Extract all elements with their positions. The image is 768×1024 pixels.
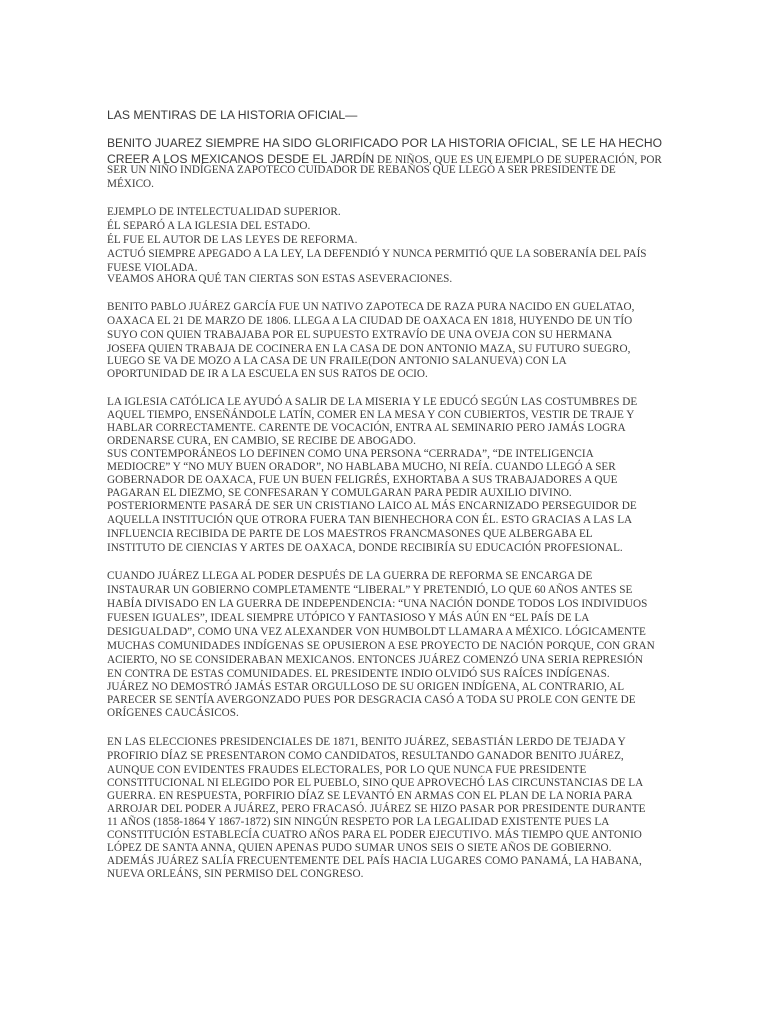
paragraph-line: GOBERNADOR DE OAXACA, FUE UN BUEN FELIGRÉS, EXHORTABA A SUS TRABAJADORES A QUE — [107, 474, 618, 486]
paragraph-line: ACTUÓ SIEMPRE APEGADO A LA LEY, LA DEFENDIÓ Y NUNCA PERMITIÓ QUE LA SOBERANÍA DEL PAÍS — [107, 248, 647, 260]
paragraph-line: FUESE VIOLADA. — [107, 262, 198, 274]
paragraph-line: ADEMÁS JUÁREZ SALÍA FRECUENTEMENTE DEL PAÍS HACIA LUGARES COMO PANAMÁ, LA HABANA, — [107, 855, 642, 867]
paragraph-line: BENITO PABLO JUÁREZ GARCÍA FUE UN NATIVO ZAPOTECA DE RAZA PURA NACIDO EN GUELATAO, — [107, 301, 635, 313]
paragraph-line: GUERRA. EN RESPUESTA, PORFIRIO DÍAZ SE LEVANTÓ EN ARMAS CON EL PLAN DE LA NORIA PARA — [107, 790, 633, 802]
paragraph-line: JUÁREZ NO DEMOSTRÓ JAMÁS ESTAR ORGULLOSO DE SU ORIGEN INDÍGENA, AL CONTRARIO, AL — [107, 681, 625, 693]
paragraph-line: HABÍA DIVISADO EN LA GUERRA DE INDEPENDENCIA: “UNA NACIÓN DONDE TODOS LOS INDIVIDUOS — [107, 598, 648, 610]
paragraph-line: ORÍGENES CAUCÁSICOS. — [107, 707, 239, 719]
paragraph-line: NUEVA ORLEÁNS, SIN PERMISO DEL CONGRESO. — [107, 868, 364, 880]
document-title: LAS MENTIRAS DE LA HISTORIA OFICIAL— — [107, 108, 358, 122]
intro-line-serif-part: DE NIÑOS, QUE ES UN EJEMPLO DE SUPERACIÓN, POR — [374, 154, 662, 166]
paragraph-line: AQUEL TIEMPO, ENSEÑÁNDOLE LATÍN, COMER EN LA MESA Y CON CUBIERTOS, VESTIR DE TRAJE Y — [107, 409, 635, 421]
paragraph-line: LÓPEZ DE SANTA ANNA, QUIEN APENAS PUDO SUMAR UNOS SEIS O SIETE AÑOS DE GOBIERNO. — [107, 842, 612, 854]
paragraph-line: VEAMOS AHORA QUÉ TAN CIERTAS SON ESTAS ASEVERACIONES. — [107, 273, 453, 285]
paragraph-line: DESIGUALDAD”, COMO UNA VEZ ALEXANDER VON HUMBOLDT LLAMARA A MÉXICO. LÓGICAMENTE — [107, 626, 646, 638]
paragraph-line: INFLUENCIA RECIBIDA DE PARTE DE LOS MAESTROS FRANCMASONES QUE ALBERGABA EL — [107, 528, 593, 540]
paragraph-line: PROFIRIO DÍAZ SE PRESENTARON COMO CANDIDATOS, RESULTANDO GANADOR BENITO JUÁREZ, — [107, 750, 624, 762]
paragraph-line: ARROJAR DEL PODER A JUÁREZ, PERO FRACASÓ. JUÁREZ SE HIZO PASAR POR PRESIDENTE DURANTE — [107, 803, 646, 815]
paragraph-line: INSTITUTO DE CIENCIAS Y ARTES DE OAXACA, DONDE RECIBIRÍA SU EDUCACIÓN PROFESIONAL. — [107, 542, 623, 554]
paragraph-line: ÉL FUE EL AUTOR DE LAS LEYES DE REFORMA. — [107, 234, 358, 246]
paragraph-line: CUANDO JUÁREZ LLEGA AL PODER DESPUÉS DE LA GUERRA DE REFORMA SE ENCARGA DE — [107, 570, 593, 582]
paragraph-line: ACIERTO, NO SE CONSIDERABAN MEXICANOS. ENTONCES JUÁREZ COMENZÓ UNA SERIA REPRESIÓN — [107, 654, 643, 666]
paragraph-line: ÉL SEPARÓ A LA IGLESIA DEL ESTADO. — [107, 220, 311, 232]
paragraph-line: SUYO CON QUIEN TRABAJABA POR EL SUPUESTO EXTRAVÍO DE UNA OVEJA CON SU HERMANA — [107, 329, 613, 341]
paragraph-line: POSTERIORMENTE PASARÁ DE SER UN CRISTIANO LAICO AL MÁS ENCARNIZADO PERSEGUIDOR DE — [107, 500, 637, 512]
intro-line: SER UN NIÑO INDÍGENA ZAPOTECO CUIDADOR DE REBAÑOS QUE LLEGÓ A SER PRESIDENTE DE — [107, 164, 616, 176]
paragraph-line: LUEGO SE VA DE MOZO A LA CASA DE UN FRAILE(DON ANTONIO SALANUEVA) CON LA — [107, 355, 567, 367]
paragraph-line: MUCHAS COMUNIDADES INDÍGENAS SE OPUSIERON A ESE PROYECTO DE NACIÓN PORQUE, CON GRAN — [107, 640, 655, 652]
paragraph-line: SUS CONTEMPORÁNEOS LO DEFINEN COMO UNA PERSONA “CERRADA”, “DE INTELIGENCIA — [107, 448, 594, 460]
paragraph-line: EN LAS ELECCIONES PRESIDENCIALES DE 1871, BENITO JUÁREZ, SEBASTIÁN LERDO DE TEJADA Y — [107, 736, 626, 748]
paragraph-line: AQUELLA INSTITUCIÓN QUE OTRORA FUERA TAN BIENHECHORA CON ÉL. ESTO GRACIAS A LAS LA — [107, 514, 633, 526]
paragraph-line: LA IGLESIA CATÓLICA LE AYUDÓ A SALIR DE LA MISERIA Y LE EDUCÓ SEGÚN LAS COSTUMBRES DE — [107, 396, 638, 408]
paragraph-line: OAXACA EL 21 DE MARZO DE 1806. LLEGA A LA CIUDAD DE OAXACA EN 1818, HUYENDO DE UN TÍO — [107, 315, 633, 327]
paragraph-line: EN CONTRA DE ESTAS COMUNIDADES. EL PRESIDENTE INDIO OLVIDÓ SUS RAÍCES INDÍGENAS. — [107, 668, 610, 680]
intro-line: MÉXICO. — [107, 178, 154, 190]
paragraph-line: HABLAR CORRECTAMENTE. CARENTE DE VOCACIÓN, ENTRA AL SEMINARIO PERO JAMÁS LOGRA — [107, 422, 626, 434]
paragraph-line: MEDIOCRE” Y “NO MUY BUEN ORADOR”, NO HABLABA MUCHO, NI REÍA. CUANDO LLEGÓ A SER — [107, 461, 616, 473]
intro-line: BENITO JUAREZ SIEMPRE HA SIDO GLORIFICADO POR LA HISTORIA OFICIAL, SE LE HA HECHO — [107, 136, 662, 150]
paragraph-line: AUNQUE CON EVIDENTES FRAUDES ELECTORALES, POR LO QUE NUNCA FUE PRESIDENTE — [107, 764, 587, 776]
paragraph-line: CONSTITUCIÓN ESTABLECÍA CUATRO AÑOS PARA EL PODER EJECUTIVO. MÁS TIEMPO QUE ANTONIO — [107, 829, 642, 841]
paragraph-line: FUESEN IGUALES”, IDEAL SIEMPRE UTÓPICO Y FANTASIOSO Y MÁS AÚN EN “EL PAÍS DE LA — [107, 612, 590, 624]
paragraph-line: INSTAURAR UN GOBIERNO COMPLETAMENTE “LIBERAL” Y PRETENDIÓ, LO QUE 60 AÑOS ANTES SE — [107, 584, 633, 596]
paragraph-line: PAGARAN EL DIEZMO, SE CONFESARAN Y COMULGARAN PARA PEDIR AUXILIO DIVINO. — [107, 487, 572, 499]
paragraph-line: JOSEFA QUIEN TRABAJA DE COCINERA EN LA CASA DE DON ANTONIO MAZA, SU FUTURO SUEGRO, — [107, 343, 631, 355]
paragraph-line: CONSTITUCIONAL NI ELEGIDO POR EL PUEBLO, SINO QUE APROVECHÓ LAS CIRCUNSTANCIAS DE LA — [107, 777, 644, 789]
paragraph-line: OPORTUNIDAD DE IR A LA ESCUELA EN SUS RATOS DE OCIO. — [107, 368, 428, 380]
paragraph-line: PARECER SE SENTÍA AVERGONZADO PUES POR DESGRACIA CASÓ A TODA SU PROLE CON GENTE DE — [107, 694, 636, 706]
intro-line-sans-part: CREER A LOS MEXICANOS DESDE EL JARDÍN — [107, 152, 375, 166]
paragraph-line: 11 AÑOS (1858-1864 Y 1867-1872) SIN NINGÚN RESPETO POR LA LEGALIDAD EXISTENTE PUES LA — [107, 816, 610, 828]
paragraph-line: EJEMPLO DE INTELECTUALIDAD SUPERIOR. — [107, 206, 341, 218]
paragraph-line: ORDENARSE CURA, EN CAMBIO, SE RECIBE DE ABOGADO. — [107, 435, 416, 447]
